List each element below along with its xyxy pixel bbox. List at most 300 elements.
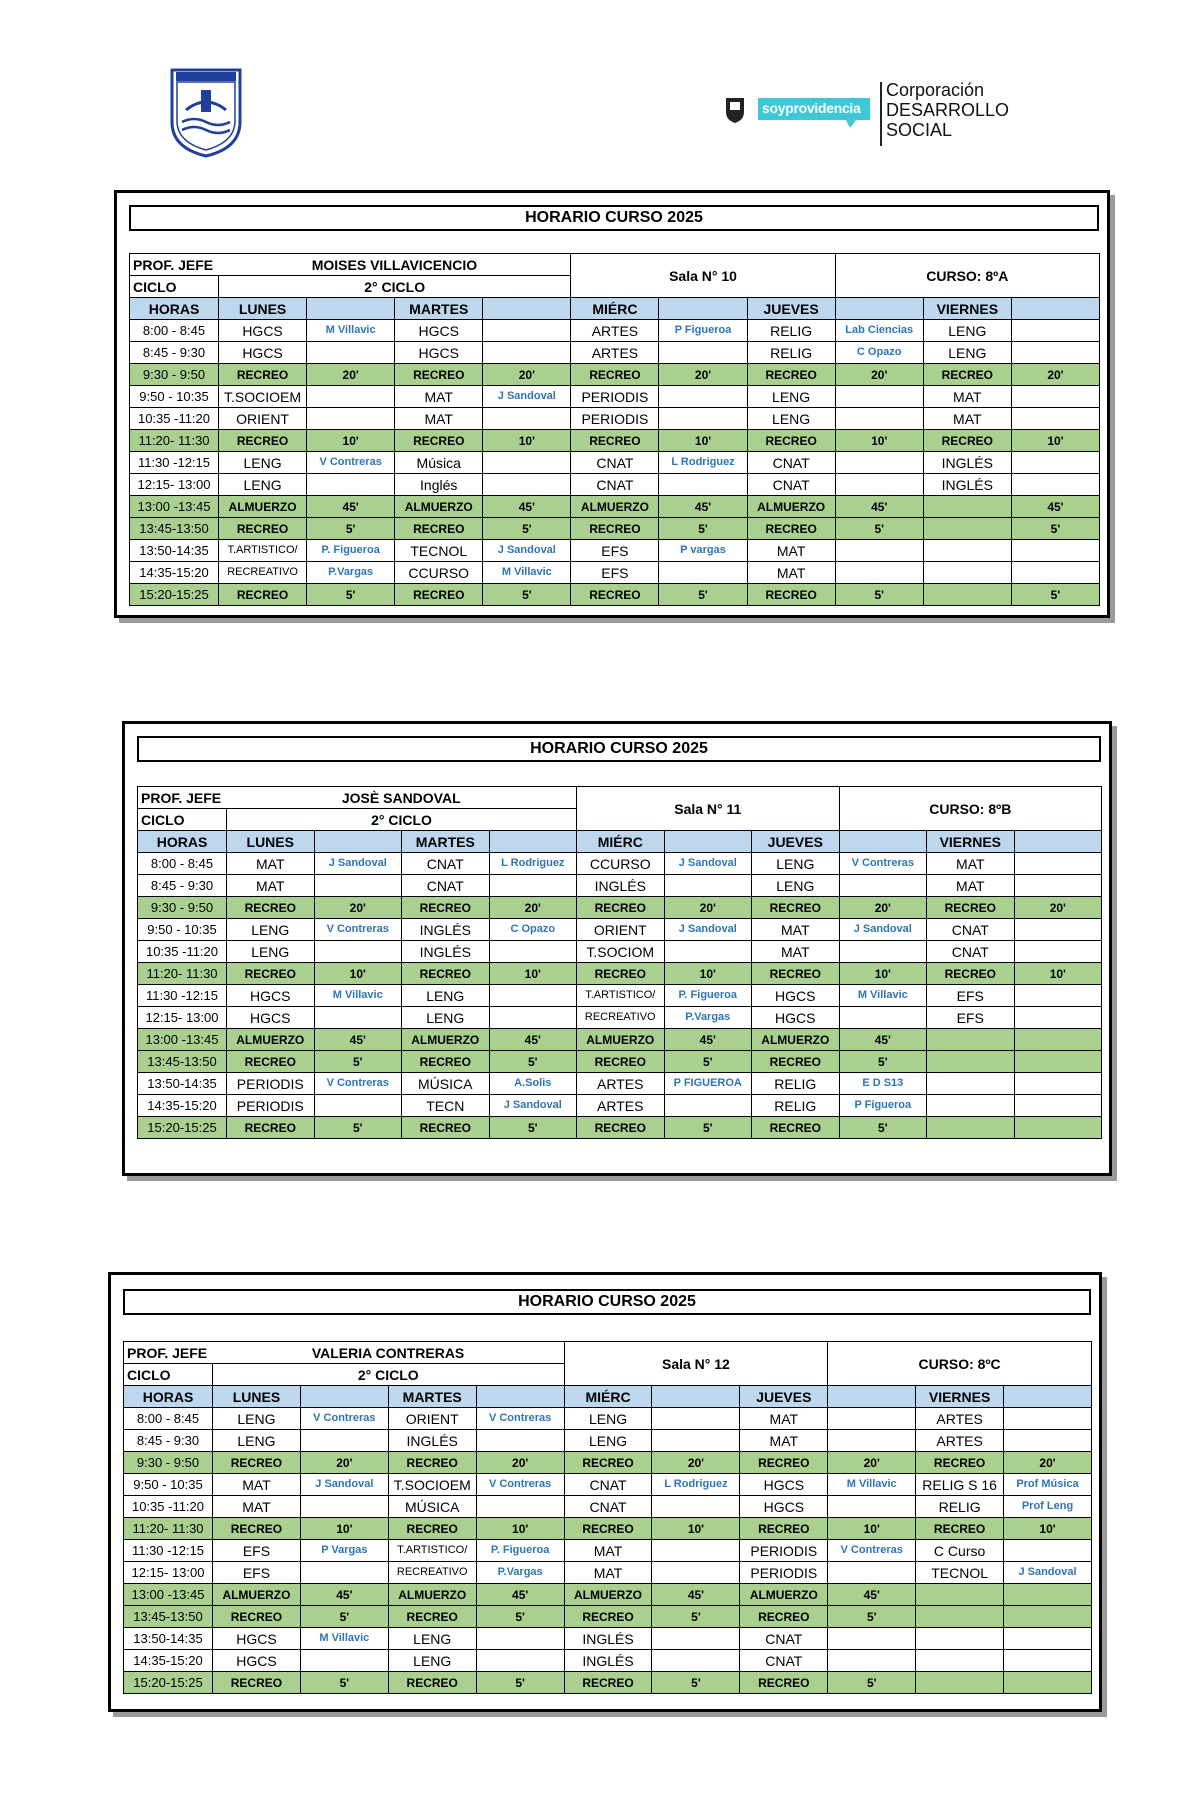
hour-cell: 11:20- 11:30 (124, 1518, 213, 1540)
subject-cell: MAT (740, 1408, 828, 1430)
subject-cell (652, 1628, 740, 1650)
teacher-cell: J Sandoval (483, 386, 571, 408)
teacher-cell: P vargas (659, 540, 747, 562)
subject-cell: Música (395, 452, 483, 474)
break-cell: 10' (1004, 1518, 1092, 1540)
subject-cell (1011, 320, 1099, 342)
subject-cell (300, 1496, 388, 1518)
curso-label: CURSO: 8ºB (839, 787, 1102, 831)
subject-cell: CNAT (571, 452, 659, 474)
day-header (664, 831, 752, 853)
break-cell: RECREO (747, 430, 835, 452)
break-row (124, 1518, 1092, 1540)
hour-cell: 13:45-13:50 (124, 1606, 213, 1628)
subject-cell: EFS (571, 540, 659, 562)
subject-cell (476, 1496, 564, 1518)
break-cell: RECREO (571, 364, 659, 386)
subject-cell (927, 1073, 1015, 1095)
break-cell: RECREO (219, 430, 307, 452)
logo-divider (880, 82, 882, 146)
class-row (130, 408, 1100, 430)
subject-cell: C Curso (916, 1540, 1004, 1562)
subject-cell (916, 1650, 1004, 1672)
subject-cell: MÚSICA (388, 1496, 476, 1518)
hour-cell: 9:50 - 10:35 (138, 919, 227, 941)
corporate-logo-group (724, 80, 1024, 150)
subject-cell: LENG (923, 342, 1011, 364)
subject-cell: EFS (571, 562, 659, 584)
subject-cell (476, 1628, 564, 1650)
break-cell (923, 584, 1011, 606)
hour-cell: 8:00 - 8:45 (138, 853, 227, 875)
subject-cell (314, 941, 402, 963)
break-cell: 20' (300, 1452, 388, 1474)
break-cell: ALMUERZO (402, 1029, 490, 1051)
subject-cell: CNAT (571, 474, 659, 496)
break-cell: 45' (489, 1029, 577, 1051)
subject-cell: INGLÉS (923, 474, 1011, 496)
class-row (130, 562, 1100, 584)
subject-cell (652, 1650, 740, 1672)
subject-cell (314, 875, 402, 897)
subject-cell: ARTES (577, 1095, 665, 1117)
break-cell: 20' (659, 364, 747, 386)
subject-cell: INGLÉS (388, 1430, 476, 1452)
break-row (130, 496, 1100, 518)
subject-cell: LENG (752, 875, 840, 897)
break-row (124, 1672, 1092, 1694)
class-row (124, 1408, 1092, 1430)
break-cell: RECREO (752, 897, 840, 919)
teacher-cell: J Sandoval (314, 853, 402, 875)
day-header (476, 1386, 564, 1408)
day-header-row (124, 1386, 1092, 1408)
break-cell: 20' (489, 897, 577, 919)
hour-cell: 12:15- 13:00 (130, 474, 219, 496)
class-row (130, 452, 1100, 474)
teacher-cell: P Vargas (300, 1540, 388, 1562)
day-header-row (130, 298, 1100, 320)
subject-cell (1014, 1095, 1102, 1117)
teacher-cell: J Sandoval (664, 853, 752, 875)
subject-cell (476, 1430, 564, 1452)
class-row (130, 540, 1100, 562)
break-cell: 5' (476, 1672, 564, 1694)
subject-cell: HGCS (395, 320, 483, 342)
subject-cell: MAT (752, 941, 840, 963)
day-header (652, 1386, 740, 1408)
subject-cell: ORIENT (388, 1408, 476, 1430)
subject-cell: RELIG (916, 1496, 1004, 1518)
teacher-cell: P.Vargas (476, 1562, 564, 1584)
hour-cell: 9:30 - 9:50 (138, 897, 227, 919)
break-cell: 20' (314, 897, 402, 919)
break-cell: RECREO (219, 584, 307, 606)
hour-cell: 8:45 - 9:30 (138, 875, 227, 897)
subject-cell: EFS (213, 1562, 301, 1584)
hour-cell: 11:20- 11:30 (138, 963, 227, 985)
subject-cell: ARTES (916, 1408, 1004, 1430)
subject-cell (489, 985, 577, 1007)
break-cell: ALMUERZO (564, 1584, 652, 1606)
subject-cell: CNAT (747, 452, 835, 474)
break-cell (1004, 1584, 1092, 1606)
subject-cell: CNAT (402, 853, 490, 875)
break-cell: 5' (828, 1672, 916, 1694)
break-cell: 5' (314, 1051, 402, 1073)
hour-cell: 9:50 - 10:35 (124, 1474, 213, 1496)
subject-cell (828, 1650, 916, 1672)
corp-line-2: DESARROLLO (886, 100, 1010, 120)
break-cell: RECREO (227, 897, 315, 919)
subject-cell: LENG (564, 1430, 652, 1452)
subject-cell (664, 941, 752, 963)
class-row (138, 1073, 1102, 1095)
subject-cell (828, 1628, 916, 1650)
hour-cell: 8:45 - 9:30 (130, 342, 219, 364)
break-cell (1014, 1051, 1102, 1073)
subject-cell (828, 1430, 916, 1452)
subject-cell: CNAT (927, 941, 1015, 963)
teacher-cell: M Villavic (483, 562, 571, 584)
break-cell: ALMUERZO (213, 1584, 301, 1606)
break-cell: 20' (835, 364, 923, 386)
ciclo-label: CICLO (130, 276, 219, 298)
subject-cell (489, 1007, 577, 1029)
subject-cell: MAT (923, 386, 1011, 408)
break-cell: 10' (1011, 430, 1099, 452)
teacher-cell: P Figueroa (839, 1095, 927, 1117)
subject-cell (659, 408, 747, 430)
hour-cell: 8:00 - 8:45 (130, 320, 219, 342)
subject-cell: CNAT (402, 875, 490, 897)
day-header: MARTES (395, 298, 483, 320)
break-cell: 5' (652, 1606, 740, 1628)
break-cell: 45' (659, 496, 747, 518)
subject-cell: INGLÉS (564, 1628, 652, 1650)
subject-cell (483, 408, 571, 430)
prof-jefe-name: VALERIA CONTRERAS (213, 1342, 565, 1364)
subject-cell: RELIG (752, 1073, 840, 1095)
class-row (124, 1474, 1092, 1496)
subject-cell: LENG (213, 1430, 301, 1452)
day-header (1004, 1386, 1092, 1408)
day-header: MIÉRC (571, 298, 659, 320)
break-cell: 5' (489, 1117, 577, 1139)
subject-cell: LENG (213, 1408, 301, 1430)
subject-cell: CNAT (564, 1496, 652, 1518)
break-cell: RECREO (388, 1452, 476, 1474)
break-cell: RECREO (571, 584, 659, 606)
hour-cell: 13:00 -13:45 (138, 1029, 227, 1051)
break-cell: RECREO (388, 1606, 476, 1628)
break-cell: 45' (839, 1029, 927, 1051)
subject-cell (1014, 919, 1102, 941)
teacher-cell: P FIGUEROA (664, 1073, 752, 1095)
break-cell: 45' (314, 1029, 402, 1051)
subject-cell (652, 1430, 740, 1452)
break-cell (1004, 1606, 1092, 1628)
subject-cell (664, 1095, 752, 1117)
break-cell: RECREO (571, 518, 659, 540)
hour-cell: 10:35 -11:20 (124, 1496, 213, 1518)
break-cell: RECREO (577, 963, 665, 985)
subject-cell: LENG (227, 919, 315, 941)
ciclo-value: 2° CICLO (213, 1364, 565, 1386)
break-cell: 10' (828, 1518, 916, 1540)
teacher-cell: J Sandoval (664, 919, 752, 941)
break-cell: RECREO (740, 1672, 828, 1694)
teacher-cell: L Rodriguez (489, 853, 577, 875)
day-header: JUEVES (740, 1386, 828, 1408)
subject-cell (483, 342, 571, 364)
break-cell: 20' (483, 364, 571, 386)
class-row (124, 1430, 1092, 1452)
break-cell: 45' (664, 1029, 752, 1051)
break-row (124, 1606, 1092, 1628)
subject-cell (835, 540, 923, 562)
teacher-cell: M Villavic (300, 1628, 388, 1650)
subject-cell: T.SOCIOM (577, 941, 665, 963)
break-cell: RECREO (388, 1518, 476, 1540)
ciclo-label: CICLO (138, 809, 227, 831)
hour-cell: 13:00 -13:45 (124, 1584, 213, 1606)
teacher-cell: V Contreras (828, 1540, 916, 1562)
break-cell: 20' (1011, 364, 1099, 386)
hour-cell: 10:35 -11:20 (138, 941, 227, 963)
prof-jefe-label: PROF. JEFE (124, 1342, 213, 1364)
schedule-table (137, 786, 1102, 1139)
schedule-title: HORARIO CURSO 2025 (137, 736, 1101, 762)
day-header: LUNES (213, 1386, 301, 1408)
subject-cell (652, 1540, 740, 1562)
break-cell: RECREO (227, 1051, 315, 1073)
class-row (138, 1007, 1102, 1029)
class-row (130, 320, 1100, 342)
day-header: LUNES (219, 298, 307, 320)
break-cell: RECREO (577, 897, 665, 919)
day-header (835, 298, 923, 320)
break-cell: 20' (1004, 1452, 1092, 1474)
subject-cell: HGCS (740, 1496, 828, 1518)
break-cell: 20' (652, 1452, 740, 1474)
subject-cell: TECNOL (916, 1562, 1004, 1584)
teacher-cell: P Figueroa (659, 320, 747, 342)
day-header (300, 1386, 388, 1408)
subject-cell (659, 474, 747, 496)
schedule-block-3 (108, 1272, 1102, 1712)
hour-cell: 15:20-15:25 (130, 584, 219, 606)
subject-cell (659, 562, 747, 584)
hour-cell: 15:20-15:25 (138, 1117, 227, 1139)
day-header: JUEVES (752, 831, 840, 853)
break-row (138, 1051, 1102, 1073)
subject-cell: RECREATIVO (388, 1562, 476, 1584)
break-cell: RECREO (577, 1117, 665, 1139)
hour-cell: 13:50-14:35 (124, 1628, 213, 1650)
hour-cell: 12:15- 13:00 (138, 1007, 227, 1029)
prof-jefe-row (138, 787, 1102, 809)
subject-cell (835, 452, 923, 474)
break-cell: ALMUERZO (577, 1029, 665, 1051)
day-header: MARTES (388, 1386, 476, 1408)
prof-jefe-name: MOISES VILLAVICENCIO (219, 254, 571, 276)
subject-cell (923, 540, 1011, 562)
break-cell: RECREO (916, 1518, 1004, 1540)
subject-cell: INGLÉS (577, 875, 665, 897)
break-cell: RECREO (213, 1672, 301, 1694)
break-cell: 5' (483, 584, 571, 606)
prof-jefe-name: JOSÈ SANDOVAL (227, 787, 577, 809)
subject-cell (307, 408, 395, 430)
subject-cell: CNAT (564, 1474, 652, 1496)
break-cell (923, 518, 1011, 540)
day-header (307, 298, 395, 320)
subject-cell (1011, 562, 1099, 584)
subject-cell (664, 875, 752, 897)
subject-cell: RELIG (747, 320, 835, 342)
schedule-table (123, 1341, 1092, 1694)
subject-cell (1004, 1430, 1092, 1452)
subject-cell (1011, 474, 1099, 496)
day-header-row (138, 831, 1102, 853)
prof-jefe-row (124, 1342, 1092, 1364)
ciclo-label: CICLO (124, 1364, 213, 1386)
break-cell: RECREO (219, 518, 307, 540)
day-header: LUNES (227, 831, 315, 853)
break-cell: 5' (307, 584, 395, 606)
hour-cell: 8:45 - 9:30 (124, 1430, 213, 1452)
break-cell: RECREO (388, 1672, 476, 1694)
break-cell: 5' (664, 1117, 752, 1139)
hour-cell: 11:20- 11:30 (130, 430, 219, 452)
subject-cell: PERIODIS (740, 1540, 828, 1562)
class-row (138, 853, 1102, 875)
break-cell: RECREO (395, 584, 483, 606)
break-cell: 20' (476, 1452, 564, 1474)
break-cell: 20' (828, 1452, 916, 1474)
break-cell: RECREO (747, 518, 835, 540)
break-cell: 5' (489, 1051, 577, 1073)
break-cell: 45' (307, 496, 395, 518)
break-cell: ALMUERZO (740, 1584, 828, 1606)
teacher-cell: V Contreras (314, 1073, 402, 1095)
day-header (1011, 298, 1099, 320)
break-cell (927, 1051, 1015, 1073)
break-cell: RECREO (577, 1051, 665, 1073)
break-cell: RECREO (213, 1452, 301, 1474)
subject-cell: MAT (752, 919, 840, 941)
teacher-cell: M Villavic (828, 1474, 916, 1496)
day-header: MIÉRC (577, 831, 665, 853)
day-header (314, 831, 402, 853)
subject-cell (307, 342, 395, 364)
break-cell: 5' (659, 518, 747, 540)
curso-label: CURSO: 8ºC (828, 1342, 1092, 1386)
subject-cell: MAT (740, 1430, 828, 1452)
break-cell: 20' (307, 364, 395, 386)
class-row (138, 1095, 1102, 1117)
subject-cell: T.SOCIOEM (219, 386, 307, 408)
break-cell: RECREO (571, 430, 659, 452)
subject-cell: TECN (402, 1095, 490, 1117)
subject-cell: LENG (923, 320, 1011, 342)
class-row (124, 1496, 1092, 1518)
subject-cell: MAT (927, 875, 1015, 897)
schedule-title: HORARIO CURSO 2025 (129, 205, 1099, 231)
subject-cell (923, 562, 1011, 584)
subject-cell: MAT (747, 540, 835, 562)
subject-cell: LENG (388, 1650, 476, 1672)
teacher-cell: C Opazo (489, 919, 577, 941)
class-row (138, 875, 1102, 897)
prof-jefe-label: PROF. JEFE (138, 787, 227, 809)
break-cell: 5' (1011, 518, 1099, 540)
subject-cell: MAT (927, 853, 1015, 875)
subject-cell (1014, 1073, 1102, 1095)
subject-cell: RELIG (747, 342, 835, 364)
subject-cell: LENG (747, 386, 835, 408)
hour-cell: 13:50-14:35 (130, 540, 219, 562)
corp-line-1: Corporación (886, 80, 985, 100)
break-cell (1014, 1029, 1102, 1051)
break-cell: RECREO (213, 1606, 301, 1628)
break-cell: 10' (300, 1518, 388, 1540)
break-cell: 5' (659, 584, 747, 606)
hours-header: HORAS (124, 1386, 213, 1408)
break-cell: ALMUERZO (219, 496, 307, 518)
hour-cell: 14:35-15:20 (124, 1650, 213, 1672)
subject-cell (835, 562, 923, 584)
teacher-cell: V Contreras (476, 1408, 564, 1430)
teacher-cell: L Rodriguez (659, 452, 747, 474)
prof-jefe-row (130, 254, 1100, 276)
subject-cell: CCURSO (395, 562, 483, 584)
subject-cell: ARTES (577, 1073, 665, 1095)
break-cell: RECREO (564, 1452, 652, 1474)
class-row (124, 1562, 1092, 1584)
break-cell: 20' (1014, 897, 1102, 919)
teacher-cell: M Villavic (314, 985, 402, 1007)
break-cell: RECREO (213, 1518, 301, 1540)
break-cell: RECREO (752, 1051, 840, 1073)
subject-cell: CNAT (740, 1628, 828, 1650)
break-cell: ALMUERZO (747, 496, 835, 518)
day-header: VIERNES (916, 1386, 1004, 1408)
teacher-cell: P. Figueroa (307, 540, 395, 562)
break-cell: RECREO (740, 1606, 828, 1628)
subject-cell (835, 408, 923, 430)
day-header (839, 831, 927, 853)
subject-cell: LENG (402, 985, 490, 1007)
subject-cell (483, 474, 571, 496)
break-cell: 5' (307, 518, 395, 540)
schedule-title: HORARIO CURSO 2025 (123, 1289, 1091, 1315)
teacher-cell: J Sandoval (300, 1474, 388, 1496)
subject-cell (1004, 1408, 1092, 1430)
subject-cell: HGCS (219, 320, 307, 342)
subject-cell (1004, 1650, 1092, 1672)
subject-cell (1011, 386, 1099, 408)
break-cell: ALMUERZO (395, 496, 483, 518)
teacher-cell: E D S13 (839, 1073, 927, 1095)
break-cell: ALMUERZO (752, 1029, 840, 1051)
subject-cell (307, 474, 395, 496)
break-cell: 10' (483, 430, 571, 452)
teacher-cell: P. Figueroa (664, 985, 752, 1007)
teacher-cell: P.Vargas (307, 562, 395, 584)
break-cell: RECREO (227, 1117, 315, 1139)
